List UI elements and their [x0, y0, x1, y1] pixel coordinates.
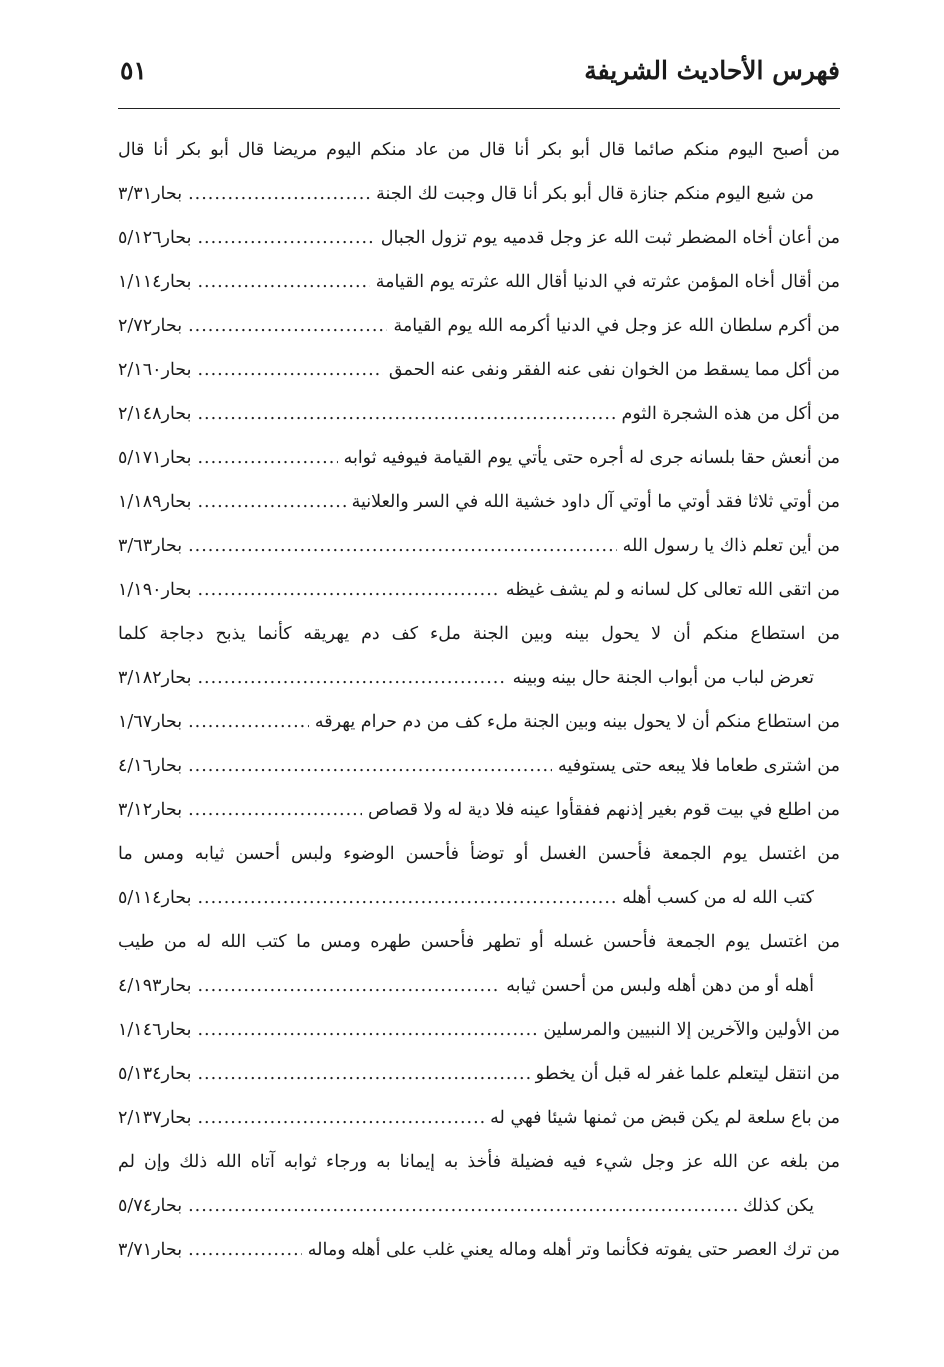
list-item: [118, 1140, 840, 1184]
source-reference: بحار٥/١٢٦: [118, 228, 192, 248]
hadith-text: من اغتسل يوم الجمعة فأحسن غسله أو تطهر فأحسن طهره ومس ما كتب الله له من طيب: [118, 932, 840, 952]
leader-dots: [197, 1096, 484, 1140]
page-title: فهرس الأحاديث الشريفة: [584, 56, 840, 85]
leader-dots: [188, 700, 309, 744]
leader-dots: [197, 260, 369, 304]
hadith-text: من أكل من هذه الشجرة الثوم: [621, 404, 840, 424]
list-item: [118, 1052, 840, 1096]
page-number: ٥١: [120, 56, 147, 85]
list-item: [118, 480, 840, 524]
leader-dots: [197, 876, 616, 920]
source-reference: بحار١/١٨٩: [118, 492, 192, 512]
hadith-text: من استطاع منكم أن لا يحول بينه وبين الجنة ملء كف من دم حرام يهرقه: [314, 712, 840, 732]
hadith-text: تعرض لباب من أبواب الجنة حال بينه وبينه: [512, 668, 814, 688]
list-item: [118, 1228, 840, 1272]
leader-dots: [197, 436, 337, 480]
source-reference: بحار٣/٦٣: [118, 536, 183, 556]
hadith-text: من اغتسل يوم الجمعة فأحسن الغسل أو توضأ فأحسن الوضوء ولبس أحسن ثيابه ومس ما: [118, 844, 840, 864]
leader-dots: [188, 304, 387, 348]
list-item: [118, 964, 840, 1008]
list-item: [118, 304, 840, 348]
source-reference: بحار٤/١٩٣: [118, 976, 192, 996]
leader-dots: [197, 480, 345, 524]
source-reference: بحار١/٦٧: [118, 712, 183, 732]
hadith-text: من أصبح اليوم منكم صائما قال أبو بكر أنا قال من عاد منكم اليوم مريضا قال أبو بكر أنا قال: [118, 140, 840, 160]
hadith-text: أهله أو من دهن أهله ولبس من أحسن ثيابه: [506, 976, 814, 996]
hadith-text: من شيع اليوم منكم جنازة قال أبو بكر أنا قال وجبت لك الجنة: [376, 184, 814, 204]
leader-dots: [197, 568, 499, 612]
source-reference: بحار٢/١٦٠: [118, 360, 192, 380]
hadith-text: من أكرم سلطان الله عز وجل في الدنيا أكرمه الله يوم القيامة: [393, 316, 840, 336]
source-reference: بحار٢/١٣٧: [118, 1108, 192, 1128]
leader-dots: [188, 1184, 737, 1228]
list-item: [118, 392, 840, 436]
list-item: [118, 920, 840, 964]
list-item: [118, 1184, 840, 1228]
list-item: [118, 788, 840, 832]
list-item: [118, 876, 840, 920]
leader-dots: [197, 392, 615, 436]
source-reference: بحار١/١٤٦: [118, 1020, 192, 1040]
leader-dots: [188, 172, 370, 216]
source-reference: بحار٣/١٨٢: [118, 668, 192, 688]
hadith-text: كتب الله له من كسب أهله: [622, 888, 814, 908]
leader-dots: [197, 216, 374, 260]
source-reference: بحار٥/١٧١: [118, 448, 192, 468]
list-item: [118, 612, 840, 656]
leader-dots: [197, 1052, 529, 1096]
hadith-text: من أين تعلم ذاك يا رسول الله: [622, 536, 840, 556]
hadith-text: من أنعش حقا بلسانه جرى له أجره حتى يأتي يوم القيامة فيوفيه ثوابه: [343, 448, 840, 468]
list-item: [118, 128, 840, 172]
leader-dots: [188, 524, 617, 568]
list-item: [118, 700, 840, 744]
source-reference: بحار٣/٧١: [118, 1240, 183, 1260]
list-item: [118, 348, 840, 392]
list-item: [118, 436, 840, 480]
hadith-text: من اتقى الله تعالى كل لسانه و لم يشف غيظه: [505, 580, 840, 600]
leader-dots: [197, 964, 500, 1008]
list-item: [118, 1096, 840, 1140]
list-item: [118, 744, 840, 788]
leader-dots: [188, 788, 362, 832]
source-reference: بحار٤/١٦: [118, 756, 183, 776]
source-reference: بحار٥/١١٤: [118, 888, 192, 908]
list-item: [118, 216, 840, 260]
hadith-text: من ترك العصر حتى يفوته فكأنما وتر أهله وماله يعني غلب على أهله وماله: [307, 1240, 840, 1260]
hadith-index-list: [118, 128, 840, 1272]
source-reference: بحار٢/١٤٨: [118, 404, 192, 424]
page-header: [120, 50, 840, 94]
list-item: [118, 568, 840, 612]
leader-dots: [197, 348, 382, 392]
source-reference: بحار١/١٩٠: [118, 580, 192, 600]
hadith-text: من باع سلعة لم يكن قبض من ثمنها شيئا فهي له: [490, 1108, 840, 1128]
source-reference: بحار٢/٧٢: [118, 316, 183, 336]
hadith-text: يكن كذلك: [742, 1196, 814, 1216]
list-item: [118, 524, 840, 568]
header-divider: [118, 108, 840, 109]
source-reference: بحار٥/٧٤: [118, 1196, 183, 1216]
leader-dots: [188, 744, 552, 788]
list-item: [118, 1008, 840, 1052]
leader-dots: [188, 1228, 302, 1272]
source-reference: بحار٥/١٣٤: [118, 1064, 192, 1084]
leader-dots: [197, 1008, 537, 1052]
list-item: [118, 656, 840, 700]
hadith-text: من بلغه عن الله عز وجل شيء فيه فضيلة فأخذ به إيمانا به ورجاء ثوابه آتاه الله ذلك وإن لم: [118, 1152, 840, 1172]
leader-dots: [197, 656, 506, 700]
hadith-text: من أقال أخاه المؤمن عثرته في الدنيا أقال الله عثرته يوم القيامة: [375, 272, 840, 292]
hadith-text: من اطلع في بيت قوم بغير إذنهم ففقأوا عينه فلا دية له ولا قصاص: [367, 800, 840, 820]
list-item: [118, 260, 840, 304]
source-reference: بحار٣/١٢: [118, 800, 183, 820]
hadith-text: من أعان أخاه المضطر ثبت الله عز وجل قدميه يوم تزول الجبال: [380, 228, 840, 248]
hadith-text: من الأولين والآخرين إلا النبيين والمرسلين: [543, 1020, 840, 1040]
hadith-text: من استطاع منكم أن لا يحول بينه وبين الجنة ملء كف دم يهريقه كأنما يذبح دجاجة كلما: [118, 624, 840, 644]
hadith-text: من انتقل ليتعلم علما غفر له قبل أن يخطو: [535, 1064, 840, 1084]
hadith-text: من أوتي ثلاثا فقد أوتي ما أوتي آل داود خشية الله في السر والعلانية: [351, 492, 840, 512]
hadith-text: من اشترى طعاما فلا يبعه حتى يستوفيه: [558, 756, 840, 776]
list-item: [118, 172, 840, 216]
list-item: [118, 832, 840, 876]
source-reference: بحار١/١١٤: [118, 272, 192, 292]
hadith-text: من أكل مما يسقط من الخوان نفى عنه الفقر ونفى عنه الحمق: [388, 360, 840, 380]
source-reference: بحار٣/٣١: [118, 184, 183, 204]
